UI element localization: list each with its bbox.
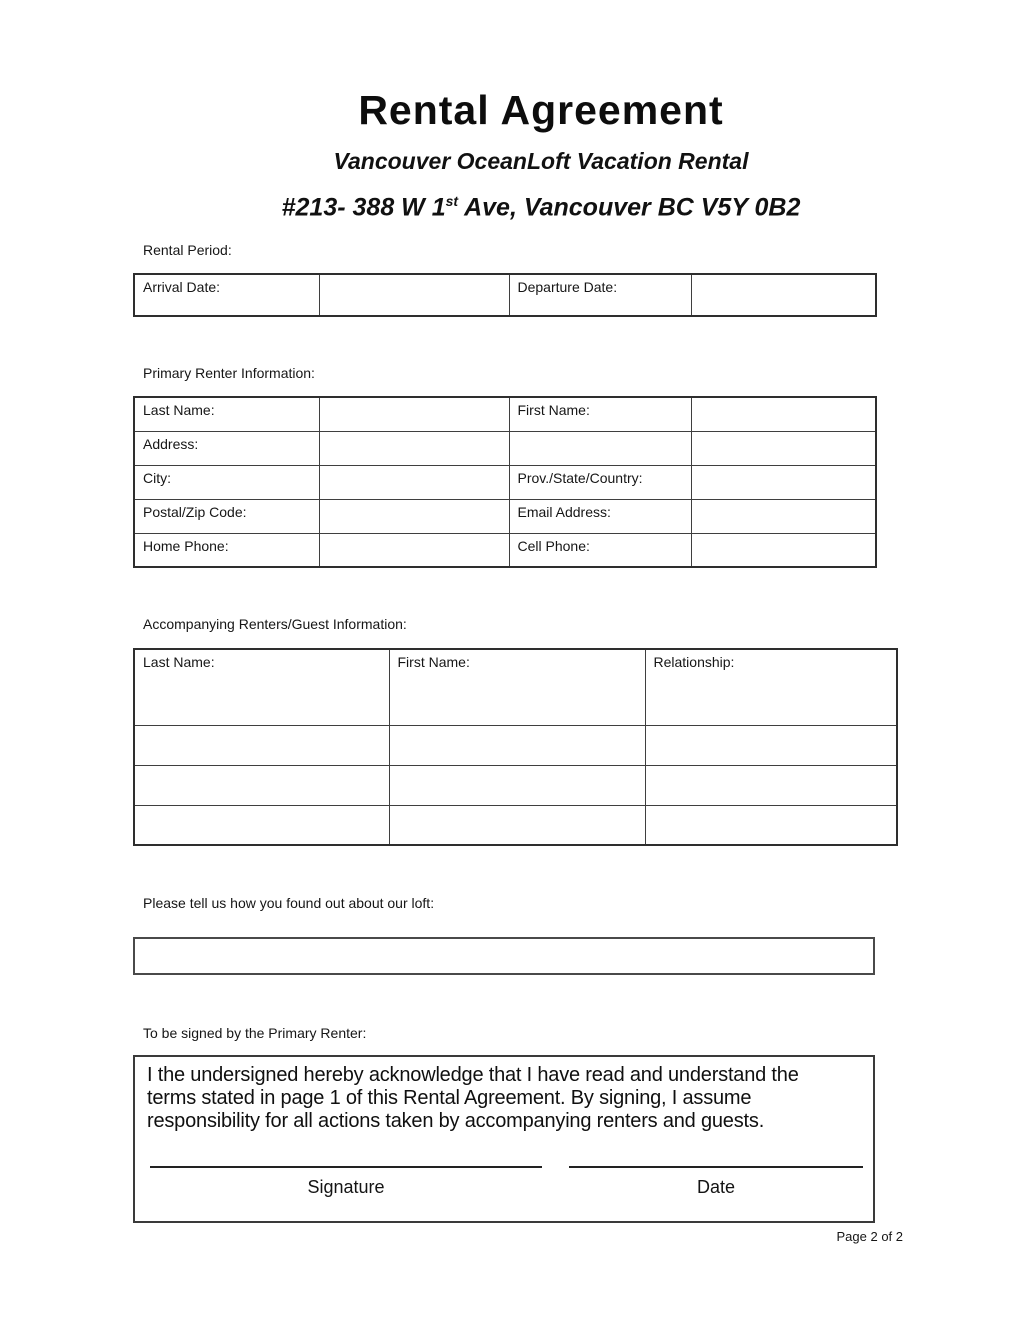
primary-renter-table	[133, 396, 877, 568]
page-footer	[133, 1228, 903, 1246]
referral-section-label: Please tell us how you found out about our loft:	[143, 895, 435, 912]
accompanying-section-label: Accompanying Renters/Guest Information:	[143, 616, 407, 633]
arrival-date-label: Arrival Date:	[134, 274, 319, 316]
cell-phone-field[interactable]	[691, 533, 876, 567]
rental-period-row	[134, 274, 876, 316]
accompanying-header-row	[134, 649, 897, 725]
primary-renter-section-label: Primary Renter Information:	[143, 365, 315, 382]
accompanying-relationship-field[interactable]	[645, 765, 897, 805]
accompanying-last-name-field[interactable]	[134, 765, 389, 805]
rental-period-table	[133, 273, 877, 317]
table-row	[134, 499, 876, 533]
accompanying-first-name-field[interactable]	[389, 805, 645, 845]
document-title: Rental Agreement	[358, 87, 724, 133]
property-address	[130, 186, 952, 222]
postal-zip-label: Postal/Zip Code:	[134, 499, 319, 533]
home-phone-field[interactable]	[319, 533, 509, 567]
signature-lines	[147, 1166, 863, 1168]
document-body	[133, 242, 896, 1223]
table-row	[134, 397, 876, 431]
signature-box	[133, 1055, 875, 1223]
table-row	[134, 533, 876, 567]
rental-period-section-label: Rental Period:	[143, 242, 232, 259]
last-name-label: Last Name:	[134, 397, 319, 431]
accompanying-empty-row	[134, 805, 897, 845]
signature-line[interactable]	[150, 1166, 542, 1168]
departure-date-field[interactable]	[691, 274, 876, 316]
prov-state-country-label: Prov./State/Country:	[509, 465, 691, 499]
document-header	[130, 88, 952, 222]
address-field[interactable]	[319, 431, 509, 465]
accompanying-first-name-header: First Name:	[389, 649, 645, 725]
table-row	[134, 431, 876, 465]
accompanying-empty-row	[134, 725, 897, 765]
signature-section-label: To be signed by the Primary Renter:	[143, 1025, 367, 1042]
accompanying-renters-table	[133, 648, 898, 846]
accompanying-relationship-field[interactable]	[645, 805, 897, 845]
email-label: Email Address:	[509, 499, 691, 533]
accompanying-relationship-field[interactable]	[645, 725, 897, 765]
accompanying-empty-row	[134, 765, 897, 805]
accompanying-last-name-header: Last Name:	[134, 649, 389, 725]
prov-state-country-field[interactable]	[691, 465, 876, 499]
document-subtitle: Vancouver OceanLoft Vacation Rental	[333, 148, 749, 174]
table-row	[134, 465, 876, 499]
first-name-label: First Name:	[509, 397, 691, 431]
acknowledgment-text-line: responsibility for all actions taken by accompanying renters and guests.	[147, 1110, 765, 1133]
first-name-field[interactable]	[691, 397, 876, 431]
email-field[interactable]	[691, 499, 876, 533]
acknowledgment-text-line: terms stated in page 1 of this Rental Agreement. By signing, I assume	[147, 1087, 752, 1110]
property-address-prefix: #213- 388 W 1	[281, 193, 446, 222]
departure-date-label: Departure Date:	[509, 274, 691, 316]
city-field[interactable]	[319, 465, 509, 499]
date-line[interactable]	[569, 1166, 863, 1168]
home-phone-label: Home Phone:	[134, 533, 319, 567]
address-field-cont[interactable]	[691, 431, 876, 465]
accompanying-first-name-field[interactable]	[389, 725, 645, 765]
accompanying-last-name-field[interactable]	[134, 725, 389, 765]
page-number: Page 2 of 2	[836, 1229, 903, 1245]
signature-label: Signature	[307, 1177, 385, 1198]
postal-zip-field[interactable]	[319, 499, 509, 533]
address-field-cont[interactable]	[509, 431, 691, 465]
accompanying-last-name-field[interactable]	[134, 805, 389, 845]
referral-input-box[interactable]	[133, 937, 875, 975]
arrival-date-field[interactable]	[319, 274, 509, 316]
property-address-suffix: Ave, Vancouver BC V5Y 0B2	[458, 193, 801, 222]
acknowledgment-text-line: I the undersigned hereby acknowledge that I have read and understand the	[147, 1064, 799, 1087]
date-label: Date	[696, 1177, 736, 1198]
city-label: City:	[134, 465, 319, 499]
accompanying-relationship-header: Relationship:	[645, 649, 897, 725]
accompanying-first-name-field[interactable]	[389, 765, 645, 805]
property-address-superscript: st	[445, 193, 459, 209]
cell-phone-label: Cell Phone:	[509, 533, 691, 567]
last-name-field[interactable]	[319, 397, 509, 431]
address-label: Address:	[134, 431, 319, 465]
signature-labels	[147, 1177, 863, 1198]
